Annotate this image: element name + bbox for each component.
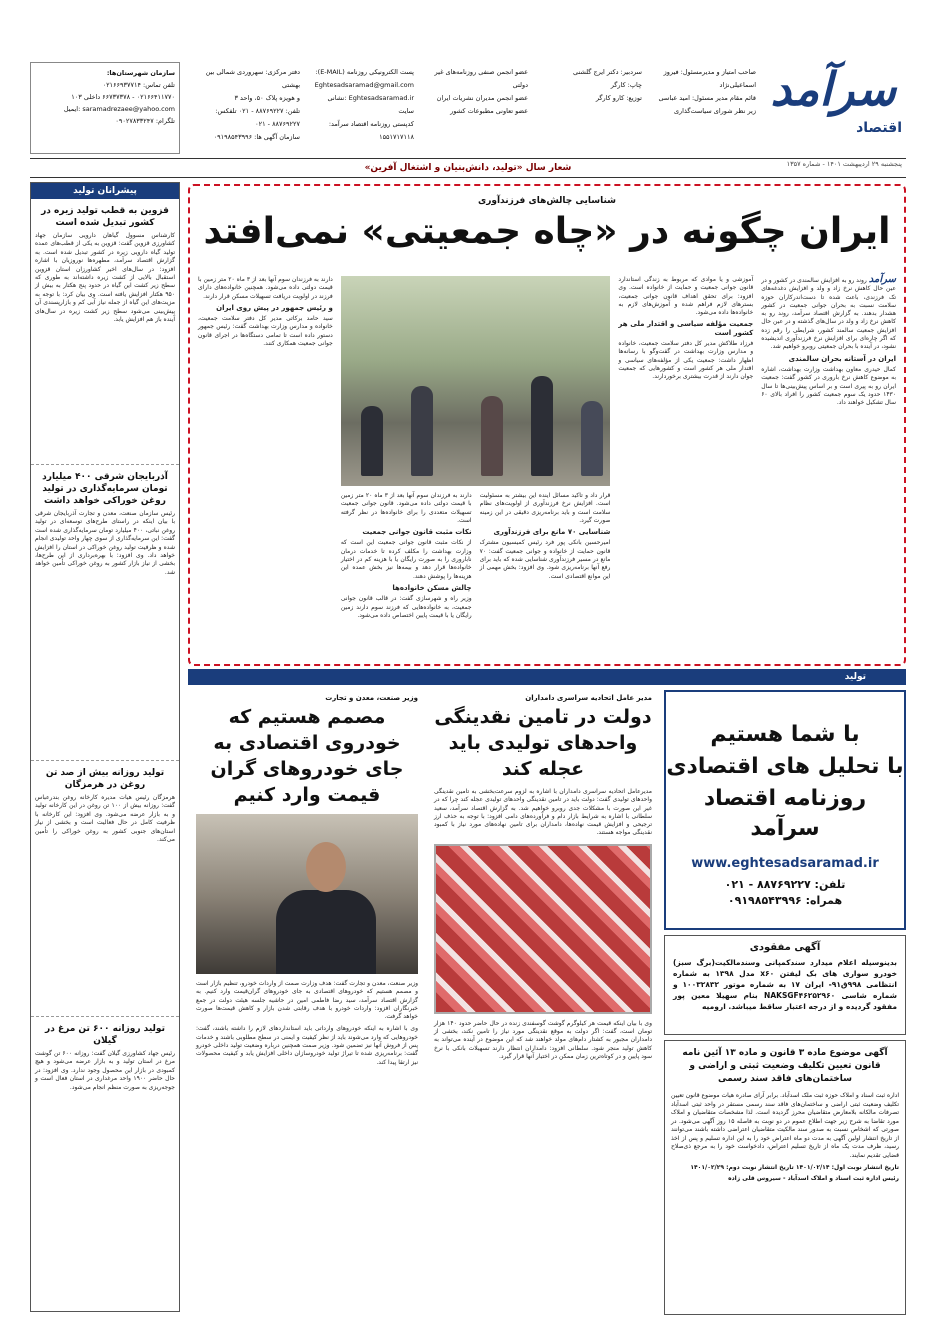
- lead-kicker: شناسایی چالش‌های فرزندآوری: [477, 196, 617, 206]
- lead-col: آموزشی و یا موادی که مربوط به زندگی استاندارد قانون جوانی جمعیت و حمایت از خانواده است. وی افزود: برای تحقق اهداف قانون جوانی جمعیت، بسترهای لازم فراهم شده و آموزش‌های لازم به خانواده‌ها داده می‌شود. جمعیت مؤلفه سیاسی و اقتدار ملی هر کشور است فرزاد طلاکش مدیر کل دفتر سلامت جمعیت، خانواده و مدارس وزارت بهداشت در گفت‌وگو با رسانه‌ها اظهار داشت: جمعیت یکی از مؤلفه‌های سیاسی و اقتدار ملی هر کشور است و کشورهایی که جمعیت جوان دارند از قدرت بیشتری برخوردارند.: [618, 276, 754, 381]
- ad-website-link[interactable]: www.eghtesadsaramad.ir: [691, 856, 879, 871]
- lead-photo-area: [341, 276, 611, 656]
- sidebar-article-text: رئیس جهاد کشاورزی گیلان گفت: روزانه ۶۰۰ تن گوشت مرغ در استان تولید و به بازار عرضه می‌شود و هیچ کمبودی در بازار این محصول وجود ندارد. وی افزود: در حال حاضر ۱۹۰۰ واحد مرغداری در استان فعال است و جوجه‌ریزی به صورت منظم انجام می‌شود.: [35, 1050, 175, 1091]
- notice-title: آگهی موضوع ماده ۳ قانون و ماده ۱۳ آئین نامه قانون تعیین تکلیف وضعیت ثبتی و اراضی و ساختمان‌های فاقد سند رسمی: [682, 1048, 888, 1084]
- lead-col: قرار داد و تاکید مسائل اینده این بیشتر به مسئولیت است. افزایش نرخ فرزندآوری از اولویت‌های نظام سلامت است و باید برنامه‌ریزی دقیقی در این زمینه صورت گیرد. شناسایی ۷۰ مانع برای فرزندآوری امیرحسین بانکی پور فرد رئیس کمیسیون مشترک قانون حمایت از خانواده و جوانی جمعیت گفت: ۷۰ مانع در مسیر فرزندآوری شناسایی شده که باید برای رفع آنها برنامه‌ریزی شود. وی افزود: بخش مهمی از این موانع اقتصادی است.: [479, 492, 611, 580]
- sidebar-article-title[interactable]: قزوین به قطب تولید زیره در کشور تبدیل شده است: [41, 206, 169, 228]
- lead-headline[interactable]: ایران چگونه در «چاه جمعیتی» نمی‌افتد: [203, 211, 891, 252]
- lead-col: دارند به فرزندان سوم آنها بعد از ۳ ماه ۲۰ متر زمین با قیمت دولتی داده می‌شود. همچنین خانواده‌های دارای فرزند در اولویت دریافت تسهیلات مسکن قرار دارند. و رئیس جمهور در پیش روی ایران سید حامد برکاتی مدیر کل دفتر سلامت جمعیت، خانواده و مدارس وزارت بهداشت گفت: رئیس جمهور دستور داده است تا تمامی دستگاه‌ها در اجرای قانون جوانی جمعیت همکاری کنند.: [198, 276, 333, 348]
- sidebar-article-title[interactable]: تولید روزانه ۶۰۰ تن مرغ در گیلان: [45, 1024, 165, 1046]
- notice-dates: تاریخ انتشار نوبت اول: ۱۴۰۱/۰۲/۱۴ تاریخ انتشار نوبت دوم: ۱۴۰۱/۰۲/۲۹: [690, 1164, 899, 1171]
- ad-mobile: همراه: ۰۹۱۹۸۵۴۳۹۹۶: [727, 894, 843, 907]
- sidebar-article[interactable]: [31, 205, 179, 465]
- logo-badge-icon: سرآمد: [868, 274, 896, 285]
- credits-col-5: دفتر مرکزی: سهروردی شمالی بین بهشتی و هویزه پلاک ۵۰، واحد ۳ تلفن: ۸۸۷۶۹۲۲۷ - ۰۲۱ تلفکس: ۸۸۷۶۹۲۲۷ - ۰۲۱ سازمان آگهی ها: ۰۹۱۹۸۵۴۳۹۹۶: [205, 68, 300, 141]
- notice-title: آگهی مفقودی: [749, 942, 821, 953]
- newspaper-ad[interactable]: [664, 690, 906, 930]
- article-body: وی با بیان اینکه قیمت هر کیلوگرم گوشت گوسفندی زنده در حال حاضر حدود ۱۴۰ هزار تومان است، گفت: اگر دولت به موقع نقدینگی مورد نیاز را تامین نکند، بخشی از دامداران مجبور به کشتار دام‌های مولد خواهند شد که این موضوع در آینده می‌تواند به کاهش تولید منجر شود. سلطانی افزود: دامداران انتظار دارند تسهیلات بانکی با نرخ سود پایین و در کوتاه‌ترین زمان ممکن در اختیار آنها قرار گیرد.: [434, 1019, 652, 1060]
- credits-col-4: پست الکترونیکی روزنامه (E-MAIL): Eghtesadsaramad@gmail.com Eghtesadsaramad.ir :نشانی سایت کدپستی روزنامه اقتصاد سرآمد: ۱۵۵۱۷۱۷۱۱۸: [314, 68, 414, 141]
- ad-phone: تلفن: ۸۸۷۶۹۲۲۷ - ۰۲۱: [724, 878, 846, 891]
- article-title[interactable]: دولت در تامین نقدینگی واحدهای تولیدی باید عجله کند: [434, 706, 652, 780]
- section-band-production: تولید: [188, 669, 906, 685]
- sidebar-article-title[interactable]: تولید روزانه بیش از صد تن روغن در هرمزگان: [45, 768, 165, 790]
- logo-main-text: سرآمد: [770, 62, 896, 116]
- lead-col: سرآمد روند رو به افزایش سالمندی در کشور و در عین حال کاهش نرخ زاد و ولد و افزایش دغدغه‌های تک فرزندی، باعث شده تا دست‌اندرکاران حوزه سلامت نسبت به بحران جوانی جمعیت در کشور هشدار بدهند. به گزارش اقتصاد سرآمد، روند رو به کاهش نرخ زاد و ولد در سال‌های گذشته و در عین حال افزایش جمعیت سالمند کشور، شرایطی را رقم زده که اگر چاره‌ای برای افزایش نرخ فرزندآوری اندیشیده نشود، در آینده با بحران جمعیتی روبرو خواهیم شد. ایران در آستانه بحران سالمندی کمال حیدری معاون بهداشت وزارت بهداشت، اشاره به موضوع کاهش نرخ باروری در کشور گفت: جمعیت ایران رو به پیری است و بر اساس پیش‌بینی‌ها تا سال ۱۴۳۰ حدود یک سوم جمعیت کشور را افراد بالای ۶۰ سال تشکیل خواهند داد.: [761, 274, 896, 407]
- sidebar-article[interactable]: [31, 471, 179, 761]
- ad-line-2: با تحلیل های اقتصادی: [666, 754, 904, 779]
- sidebar-article[interactable]: [31, 1023, 179, 1333]
- newspaper-logo[interactable]: [766, 62, 906, 152]
- credits-col-3: عضو انجمن صنفی روزنامه‌های غیر دولتی عضو انجمن مدیران نشریات ایران عضو تعاونی مطبوعات کشور: [434, 68, 528, 115]
- article-title[interactable]: مصمم هستیم که خودروی اقتصادی به جای خودروهای گران قیمت وارد کنیم: [210, 706, 404, 806]
- sidebar-title: پیشرانان تولید: [31, 183, 179, 199]
- sidebar-article-text: هرمزگان رئیس هیات مدیره کارخانه روغن بندرعباس گفت: روزانه بیش از ۱۰۰ تن روغن در این کارخانه تولید و به بازار عرضه می‌شود. وی افزود: این کارخانه با ظرفیت کامل در حال فعالیت است و بخشی از نیاز استان‌های جنوبی کشور به روغن خوراکی را تأمین می‌کند.: [35, 794, 176, 844]
- credits-col-1: صاحب امتیاز و مدیرمسئول: فیروز اسماعیلی‌نژاد قائم مقام مدیر مسئول: امید عباسی زیر نظر شورای سیاست‌گذاری: [658, 68, 756, 115]
- notice-text: اداره ثبت اسناد و املاک حوزه ثبت ملک اسدآباد. برابر آرای صادره هیات موضوع قانون تعیین تکلیف وضعیت ثبتی اراضی و ساختمان‌های فاقد سند رسمی مستقر در واحد ثبتی اسدآباد تصرفات مالکانه بلامعارض متقاضیان محرز گردیده است. لذا مشخصات متقاضیان و املاک مورد تقاضا به شرح زیر جهت اطلاع عموم در دو نوبت به فاصله ۱۵ روز آگهی می‌شود. در صورتی که اشخاص نسبت به صدور سند مالکیت متقاضیان اعتراضی داشته باشند می‌توانند از تاریخ انتشار اولین آگهی به مدت دو ماه اعتراض خود را به این اداره تسلیم و پس از اخذ رسید، ظرف مدت یک ماه از تاریخ تسلیم اعتراض، دادخواست خود را به مرجع ذی‌صلاح قضایی تقدیم نمایند.: [671, 1092, 900, 1159]
- notice-signer: رئیس اداره ثبت اسناد و املاک اسدآباد - سیروس قلی زاده: [728, 1175, 899, 1182]
- article-car-import[interactable]: [190, 688, 424, 1318]
- article-body: وی با اشاره به اینکه خودروهای وارداتی باید استانداردهای لازم را داشته باشند، گفت: خودروهایی که وارد می‌شوند باید از نظر کیفیت و ایمنی در سطح مطلوبی باشند و خدمات پس از فروش آنها نیز تضمین شود. وزیر صمت همچنین درباره وضعیت تولید داخلی خودرو گفت: برنامه‌ریزی شده تا تیراژ تولید خودروسازان داخلی افزایش یابد و کیفیت محصولات نیز ارتقا پیدا کند.: [196, 1025, 418, 1066]
- article-role: وزیر صنعت، معدن و تجارت: [325, 694, 418, 702]
- sidebar-article-text: رئیس سازمان صنعت، معدن و تجارت آذربایجان شرقی با بیان اینکه در راستای طرح‌های توسعه‌ای در تولید روغن نباتی، ۴۰۰ میلیارد تومان سرمایه‌گذاری شده است گفت: این سرمایه‌گذاری از سوی چهار واحد تولیدی انجام شده و ظرفیت تولید روغن خوراکی در استان را افزایش خواهد داد. وی افزود: با بهره‌برداری از این طرح‌ها، بخشی از نیاز بازار کشور به روغن خوراکی تأمین خواهد شد.: [35, 510, 175, 576]
- street-crowd-photo[interactable]: [341, 276, 611, 486]
- legal-notice: [664, 1040, 906, 1315]
- lead-columns: [198, 276, 896, 656]
- issue-date: پنجشنبه ۲۹ اردیبهشت ۱۴۰۱ - شماره ۱۳۵۷: [786, 160, 902, 168]
- logo-sub-text: اقتصاد: [856, 120, 902, 136]
- ad-line-3: روزنامه اقتصاد سرآمد: [703, 786, 867, 841]
- credits-col-2: سردبیر: دکتر ایرج گلشنی چاپ: کارگر توزیع: کارو کارگر: [572, 68, 642, 102]
- article-lead: مدیرعامل اتحادیه سراسری دامداران با اشاره به لزوم سرعت‌بخشی به تامین نقدینگی واحدهای تولیدی گفت: دولت باید در تامین نقدینگی واحدهای تولیدی عجله کند چرا که در غیر این صورت با مشکلات جدی روبرو خواهیم شد. به گزارش اقتصاد سرآمد، سعید سلطانی با اشاره به شرایط بازار دام و فرآورده‌های دامی افزود: با توجه به حذف ارز ترجیحی و افزایش قیمت نهاده‌ها، دامداران برای تامین نهاده‌های مورد نیاز با کمبود نقدینگی مواجه هستند.: [434, 788, 652, 837]
- year-slogan: شعار سال «تولید، دانش‌بنیان و اشتغال آفرین»: [30, 158, 906, 178]
- notice-text: بدینوسیله اعلام میدارد سندکمپانی وسندمالکیت(برگ سبز) خودرو سواری های بک لیفتن x۶۰ مدل ۱۳۹۸ به شماره انتظامی ۹۹۸ق۹۱- ایران ۱۷ به شماره موتور ۱۰۰۳۲۸۳۲ و شماره شاسی NAKSGF۴۶۲۵۲۹۶۰ بنام سهیلا معین پور مفقود گردیده و از درجه اعتبار ساقط میباشد. ارومیه: [673, 958, 897, 1011]
- minister-portrait-photo[interactable]: [196, 814, 418, 974]
- credits-block: [196, 66, 756, 144]
- meat-display-photo[interactable]: [434, 844, 652, 1014]
- sidebar-article-text: کارشناس مسوول گیاهان دارویی سازمان جهاد کشاورزی قزوین گفت: قزوین به یکی از قطب‌های عمده تولید گیاه دارویی زیره در کشور تبدیل شده است. به گزارش اقتصاد سرآمد، مطهره‌ها نوروزیان با اشاره افزود: در سال‌های اخیر کشاورزان استان قزوین استقبال بالایی از کشت زیره داشته‌اند به طوری که سطح زیر کشت این گیاه در حدود پنج هکتار به بیش از ۹۵۰ هکتار افزایش یافته است. وی بیان کرد: با توجه به مزیت‌های این گیاه از جمله نیاز آبی کم و بازارپسندی آن پیش‌بینی می‌شود سطح زیر کشت زیره در سال‌های آینده باز هم افزایش یابد.: [35, 232, 175, 324]
- sidebar-production: [30, 182, 180, 1312]
- contact-box: سازمان شهرستان‌ها: تلفن تماس: ۰۲۱۶۶۹۳۷۷۱۴ ۰۲۱۶۶۴۱۱۷۷۰ - ۶۶۷۳۷۳۷۸ داخلی ۱۰۳ saramadrezaee@yahoo.com :ایمیل تلگرام: ۰۹۰۲۷۸۳۳۲۴۷: [30, 62, 180, 154]
- article-livestock[interactable]: [428, 688, 658, 1318]
- sidebar-article-title[interactable]: آذربایجان شرقی ۴۰۰ میلیارد تومان سرمایه‌گذاری در تولید روغن خوراکی خواهد داشت: [42, 472, 168, 506]
- article-role: مدیر عامل اتحادیه سراسری دامداران: [525, 694, 652, 702]
- lost-document-notice: [664, 935, 906, 1035]
- sidebar-article[interactable]: [31, 767, 179, 1017]
- lead-story: [188, 184, 906, 666]
- lead-col: دارند به فرزندان سوم آنها بعد از ۳ ماه ۲۰ متر زمین با قیمت دولتی داده می‌شود. قانون جوانی جمعیت تسهیلات متعددی را برای خانواده‌ها در نظر گرفته است. نکات مثبت قانون جوانی جمعیت از نکات مثبت قانون جوانی جمعیت این است که وزارت بهداشت را مکلف کرده تا خدمات درمان ناباروری را به صورت رایگان یا با هزینه کم در اختیار خانواده‌ها قرار دهد و بیمه‌ها نیز بخش عمده این هزینه‌ها را پوشش دهند. چالش مسکن خانواده‌ها وزیر راه و شهرسازی گفت: در قالب قانون جوانی جمعیت، به خانواده‌هایی که فرزند سوم دارند زمین رایگان یا با قیمت پایین اختصاص داده می‌شود.: [340, 492, 472, 619]
- ad-line-1: با شما هستیم: [710, 722, 860, 747]
- article-lead: وزیر صنعت، معدن و تجارت گفت: هدف وزارت صمت از واردات خودرو، تنظیم بازار است و مصمم هستیم که خودروهای اقتصادی به جای خودروهای گران‌قیمت وارد کنیم. به گزارش اقتصاد سرآمد، سید رضا فاطمی امین در حاشیه جلسه هیئت دولت در جمع خبرنگاران افزود: واردات خودرو با هدف رقابتی شدن بازار و کاهش قیمت‌ها صورت خواهد گرفت.: [196, 980, 418, 1021]
